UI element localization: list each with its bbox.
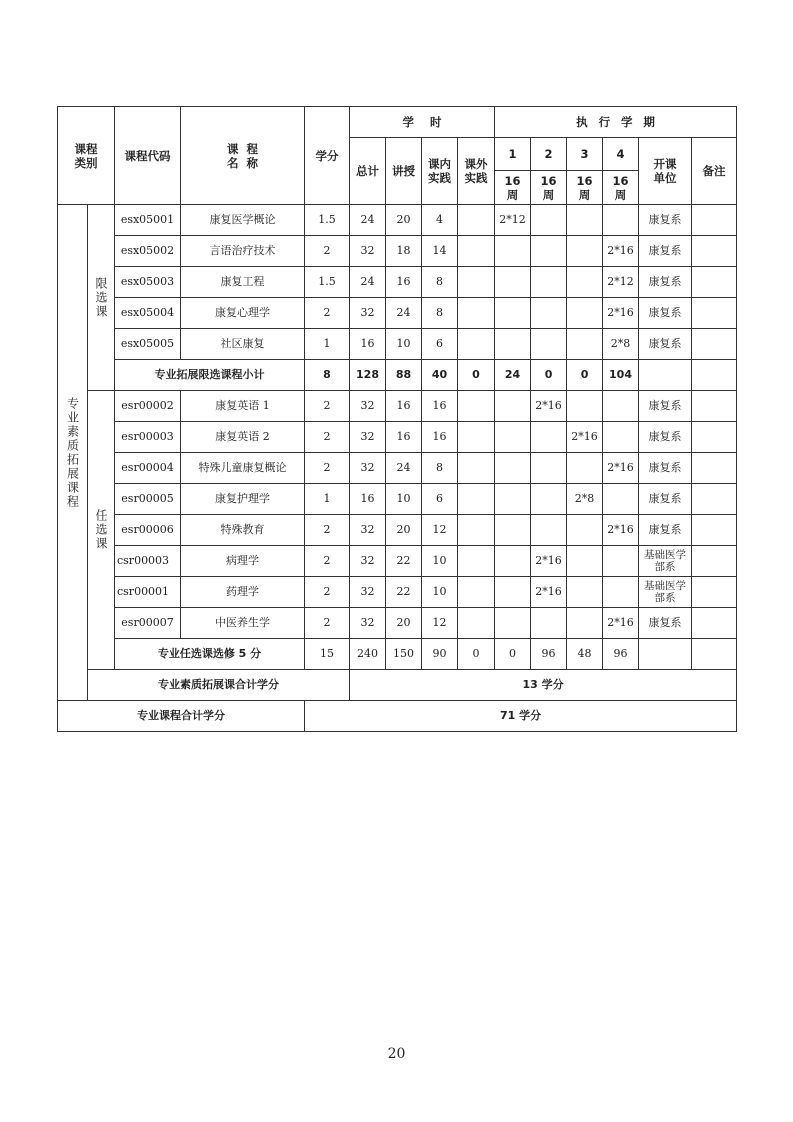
course-inner: 6	[422, 484, 458, 515]
course-credit: 1.5	[305, 205, 350, 236]
header-weeks-3: 16 周	[567, 171, 603, 205]
header-sem-4: 4	[603, 138, 639, 171]
course-s2	[531, 205, 567, 236]
course-remark	[692, 205, 737, 236]
course-dept: 康复系	[639, 515, 692, 546]
course-code: esr00007	[115, 608, 181, 639]
course-name: 社区康复	[181, 329, 305, 360]
course-s2	[531, 267, 567, 298]
course-remark	[692, 236, 737, 267]
course-lecture: 18	[386, 236, 422, 267]
course-lecture: 22	[386, 546, 422, 577]
header-hours-outer: 课外 实践	[458, 138, 495, 205]
course-inner: 8	[422, 267, 458, 298]
course-lecture: 10	[386, 329, 422, 360]
course-lecture: 16	[386, 422, 422, 453]
total-label: 专业课程合计学分	[58, 701, 305, 732]
group-label: 专业素质拓展课程	[58, 205, 88, 701]
course-s3	[567, 329, 603, 360]
course-code: esx05005	[115, 329, 181, 360]
course-lecture: 20	[386, 515, 422, 546]
course-inner: 14	[422, 236, 458, 267]
course-credit: 2	[305, 298, 350, 329]
course-credit: 1	[305, 329, 350, 360]
course-remark	[692, 608, 737, 639]
empty-cell	[639, 639, 692, 670]
course-outer	[458, 515, 495, 546]
course-outer	[458, 484, 495, 515]
course-dept: 基础医学 部系	[639, 577, 692, 608]
course-dept: 康复系	[639, 205, 692, 236]
course-total: 32	[350, 453, 386, 484]
course-code: csr00001	[115, 577, 181, 608]
course-s4	[603, 484, 639, 515]
course-total: 16	[350, 484, 386, 515]
course-s2	[531, 422, 567, 453]
header-dept: 开课 单位	[639, 138, 692, 205]
total-row	[58, 670, 737, 701]
course-outer	[458, 453, 495, 484]
course-code: esr00005	[115, 484, 181, 515]
course-inner: 6	[422, 329, 458, 360]
course-outer	[458, 608, 495, 639]
header-sem-1: 1	[495, 138, 531, 171]
elective-subtotal-outer: 0	[458, 639, 495, 670]
total-value: 13 学分	[350, 670, 737, 701]
total-row	[58, 701, 737, 732]
header-sem-3: 3	[567, 138, 603, 171]
course-lecture: 24	[386, 298, 422, 329]
table-row	[58, 515, 737, 546]
course-inner: 10	[422, 577, 458, 608]
course-s4: 2*8	[603, 329, 639, 360]
course-code: esr00002	[115, 391, 181, 422]
header-credit: 学分	[305, 107, 350, 205]
course-s3	[567, 453, 603, 484]
course-remark	[692, 484, 737, 515]
course-s1	[495, 236, 531, 267]
course-s1	[495, 546, 531, 577]
elective-subtotal-label: 专业任选课选修 5 分	[115, 639, 305, 670]
course-dept: 康复系	[639, 608, 692, 639]
course-credit: 2	[305, 391, 350, 422]
course-name: 中医养生学	[181, 608, 305, 639]
elective-subtotal-s2: 96	[531, 639, 567, 670]
course-dept: 康复系	[639, 484, 692, 515]
course-dept: 康复系	[639, 453, 692, 484]
course-total: 16	[350, 329, 386, 360]
course-lecture: 24	[386, 453, 422, 484]
course-inner: 16	[422, 422, 458, 453]
course-name: 康复护理学	[181, 484, 305, 515]
course-lecture: 16	[386, 267, 422, 298]
course-dept: 康复系	[639, 236, 692, 267]
course-remark	[692, 577, 737, 608]
restricted-subtotal-s4: 104	[603, 360, 639, 391]
course-code: esr00003	[115, 422, 181, 453]
course-lecture: 20	[386, 608, 422, 639]
elective-subtotal-lecture: 150	[386, 639, 422, 670]
restricted-subtotal-row	[58, 360, 737, 391]
course-s4: 2*16	[603, 515, 639, 546]
course-s2	[531, 453, 567, 484]
table-row	[58, 546, 737, 577]
course-s1	[495, 267, 531, 298]
course-code: esx05004	[115, 298, 181, 329]
course-dept: 康复系	[639, 422, 692, 453]
course-outer	[458, 391, 495, 422]
course-name: 特殊儿童康复概论	[181, 453, 305, 484]
empty-cell	[692, 360, 737, 391]
course-s2	[531, 608, 567, 639]
course-dept: 康复系	[639, 391, 692, 422]
course-s3	[567, 298, 603, 329]
header-hours-lecture: 讲授	[386, 138, 422, 205]
course-name: 特殊教育	[181, 515, 305, 546]
course-dept: 康复系	[639, 298, 692, 329]
course-credit: 2	[305, 453, 350, 484]
course-inner: 8	[422, 298, 458, 329]
table-row	[58, 329, 737, 360]
course-name: 康复医学概论	[181, 205, 305, 236]
course-s3	[567, 205, 603, 236]
course-s4: 2*12	[603, 267, 639, 298]
course-inner: 10	[422, 546, 458, 577]
course-name: 言语治疗技术	[181, 236, 305, 267]
course-s1	[495, 453, 531, 484]
restricted-subtotal-inner: 40	[422, 360, 458, 391]
course-code: esx05001	[115, 205, 181, 236]
course-total: 24	[350, 267, 386, 298]
course-s4	[603, 205, 639, 236]
table-row	[58, 236, 737, 267]
header-sem-2: 2	[531, 138, 567, 171]
course-total: 32	[350, 577, 386, 608]
table-row	[58, 577, 737, 608]
course-credit: 2	[305, 608, 350, 639]
course-remark	[692, 546, 737, 577]
course-remark	[692, 453, 737, 484]
course-code: esr00004	[115, 453, 181, 484]
course-s1	[495, 484, 531, 515]
table-row	[58, 453, 737, 484]
course-remark	[692, 515, 737, 546]
header-weeks-4: 16 周	[603, 171, 639, 205]
restricted-subtotal-total: 128	[350, 360, 386, 391]
header-code: 课程代码	[115, 107, 181, 205]
course-inner: 4	[422, 205, 458, 236]
course-s3	[567, 267, 603, 298]
course-s1	[495, 422, 531, 453]
course-outer	[458, 422, 495, 453]
course-total: 32	[350, 298, 386, 329]
course-s4	[603, 577, 639, 608]
course-code: csr00003	[115, 546, 181, 577]
course-s3	[567, 577, 603, 608]
course-outer	[458, 236, 495, 267]
course-name: 药理学	[181, 577, 305, 608]
course-inner: 8	[422, 453, 458, 484]
course-s2: 2*16	[531, 577, 567, 608]
course-dept: 康复系	[639, 329, 692, 360]
course-name: 康复英语 1	[181, 391, 305, 422]
course-s4: 2*16	[603, 298, 639, 329]
course-outer	[458, 298, 495, 329]
course-total: 32	[350, 546, 386, 577]
course-dept: 康复系	[639, 267, 692, 298]
elective-subtotal-credit: 15	[305, 639, 350, 670]
table-row	[58, 484, 737, 515]
header-hours: 学 时	[350, 107, 495, 138]
course-total: 32	[350, 515, 386, 546]
course-s3	[567, 546, 603, 577]
course-total: 32	[350, 236, 386, 267]
course-s3	[567, 391, 603, 422]
restricted-subtotal-s3: 0	[567, 360, 603, 391]
course-remark	[692, 391, 737, 422]
course-credit: 1.5	[305, 267, 350, 298]
course-outer	[458, 546, 495, 577]
restricted-subtotal-credit: 8	[305, 360, 350, 391]
course-name: 康复工程	[181, 267, 305, 298]
course-s3	[567, 236, 603, 267]
course-outer	[458, 267, 495, 298]
restricted-subtotal-outer: 0	[458, 360, 495, 391]
empty-cell	[639, 360, 692, 391]
page-number: 20	[387, 1046, 406, 1062]
elective-subtotal-s4: 96	[603, 639, 639, 670]
elective-subtotal-inner: 90	[422, 639, 458, 670]
course-s3	[567, 515, 603, 546]
course-credit: 2	[305, 546, 350, 577]
course-lecture: 16	[386, 391, 422, 422]
course-s3: 2*8	[567, 484, 603, 515]
header-weeks-2: 16 周	[531, 171, 567, 205]
header-semester: 执 行 学 期	[495, 107, 737, 138]
header-category: 课程 类别	[58, 107, 115, 205]
course-remark	[692, 422, 737, 453]
elective-subtotal-s1: 0	[495, 639, 531, 670]
course-s2: 2*16	[531, 391, 567, 422]
table-row	[58, 422, 737, 453]
course-s4	[603, 546, 639, 577]
elective-subtotal-row	[58, 639, 737, 670]
course-outer	[458, 577, 495, 608]
course-s2	[531, 329, 567, 360]
course-s4	[603, 422, 639, 453]
elective-subtotal-total: 240	[350, 639, 386, 670]
header-hours-inner: 课内 实践	[422, 138, 458, 205]
course-s4: 2*16	[603, 236, 639, 267]
course-s1: 2*12	[495, 205, 531, 236]
course-total: 32	[350, 391, 386, 422]
course-inner: 12	[422, 608, 458, 639]
course-s4	[603, 391, 639, 422]
course-remark	[692, 298, 737, 329]
course-dept: 基础医学 部系	[639, 546, 692, 577]
course-outer	[458, 205, 495, 236]
course-s1	[495, 391, 531, 422]
course-remark	[692, 267, 737, 298]
course-credit: 2	[305, 422, 350, 453]
course-name: 病理学	[181, 546, 305, 577]
course-total: 32	[350, 608, 386, 639]
table-row	[58, 608, 737, 639]
header-weeks-1: 16 周	[495, 171, 531, 205]
course-s1	[495, 608, 531, 639]
course-credit: 2	[305, 236, 350, 267]
course-s1	[495, 298, 531, 329]
empty-cell	[692, 639, 737, 670]
course-s3: 2*16	[567, 422, 603, 453]
table-row	[58, 391, 737, 422]
elective-subtotal-s3: 48	[567, 639, 603, 670]
table-row	[58, 205, 737, 236]
course-total: 24	[350, 205, 386, 236]
course-lecture: 22	[386, 577, 422, 608]
course-table	[57, 106, 737, 732]
course-inner: 12	[422, 515, 458, 546]
header-remark: 备注	[692, 138, 737, 205]
course-s2: 2*16	[531, 546, 567, 577]
table-row	[58, 267, 737, 298]
course-s2	[531, 484, 567, 515]
course-s2	[531, 236, 567, 267]
course-remark	[692, 329, 737, 360]
header-name: 课 程 名 称	[181, 107, 305, 205]
course-code: esx05002	[115, 236, 181, 267]
table-row	[58, 298, 737, 329]
course-s3	[567, 608, 603, 639]
course-lecture: 20	[386, 205, 422, 236]
course-inner: 16	[422, 391, 458, 422]
course-lecture: 10	[386, 484, 422, 515]
course-name: 康复英语 2	[181, 422, 305, 453]
restricted-subtotal-lecture: 88	[386, 360, 422, 391]
restricted-subtotal-label: 专业拓展限选课程小计	[115, 360, 305, 391]
course-s1	[495, 577, 531, 608]
course-outer	[458, 329, 495, 360]
total-label: 专业素质拓展课合计学分	[88, 670, 350, 701]
course-total: 32	[350, 422, 386, 453]
course-s1	[495, 329, 531, 360]
course-s1	[495, 515, 531, 546]
course-credit: 2	[305, 577, 350, 608]
restricted-label: 限选课	[88, 205, 115, 391]
total-value: 71 学分	[305, 701, 737, 732]
restricted-subtotal-s2: 0	[531, 360, 567, 391]
restricted-subtotal-s1: 24	[495, 360, 531, 391]
course-credit: 1	[305, 484, 350, 515]
course-s2	[531, 515, 567, 546]
elective-label: 任选课	[88, 391, 115, 670]
course-s4: 2*16	[603, 608, 639, 639]
course-s2	[531, 298, 567, 329]
course-s4: 2*16	[603, 453, 639, 484]
course-credit: 2	[305, 515, 350, 546]
course-code: esr00006	[115, 515, 181, 546]
header-hours-total: 总计	[350, 138, 386, 205]
course-code: esx05003	[115, 267, 181, 298]
course-name: 康复心理学	[181, 298, 305, 329]
